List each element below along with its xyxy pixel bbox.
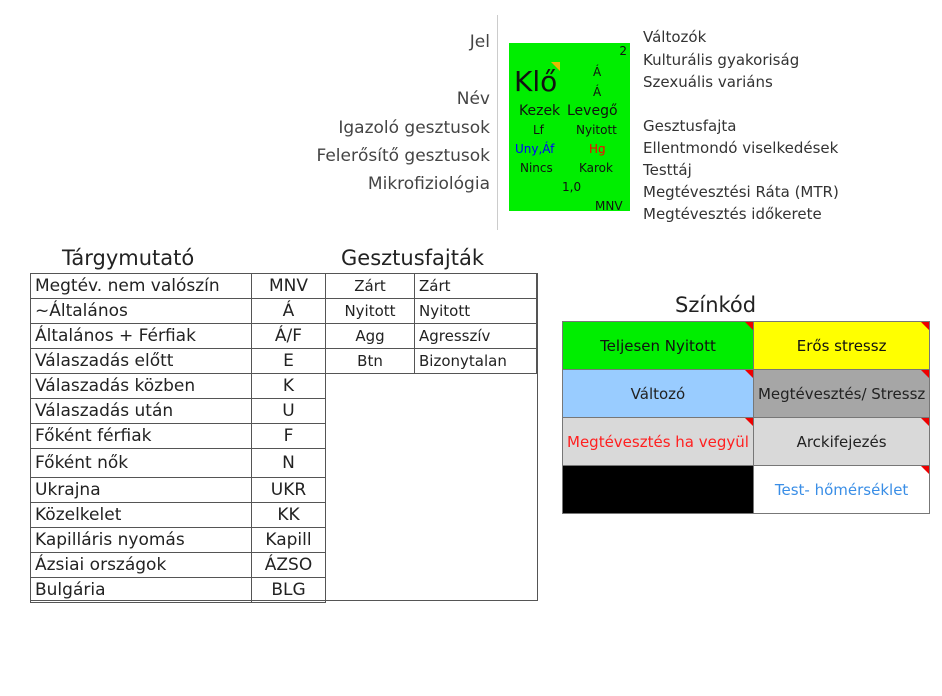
element-card: [509, 43, 630, 211]
index-code: Á: [252, 299, 326, 324]
index-term: Válaszadás előtt: [31, 349, 252, 374]
card-uny: Uny,Áf: [515, 142, 555, 156]
index-term: Válaszadás közben: [31, 374, 252, 399]
colorcode-label: Megtévesztés ha vegyül: [567, 432, 749, 451]
card-a1: Á: [593, 65, 602, 79]
index-row: [31, 324, 326, 349]
index-row: [31, 528, 326, 553]
gesture-full: Zárt: [415, 274, 537, 299]
comment-marker-icon: [921, 466, 929, 474]
colorcode-cell: [753, 322, 929, 370]
label-valtozok: Változók: [643, 28, 707, 46]
card-number: 2: [619, 44, 627, 58]
index-term: Főként nők: [31, 449, 252, 478]
gesture-abbr: Btn: [326, 349, 415, 374]
index-row: [31, 299, 326, 324]
index-code: E: [252, 349, 326, 374]
card-name: Klő: [514, 65, 558, 98]
index-code: KK: [252, 503, 326, 528]
colorcode-label: Arckifejezés: [796, 432, 887, 451]
colorcode-label: Teljesen Nyitott: [600, 336, 716, 355]
index-term: Főként férfiak: [31, 424, 252, 449]
index-title: Tárgymutató: [62, 246, 195, 270]
colorcode-cell: [753, 418, 929, 466]
card-a2: Á: [593, 85, 602, 99]
gesture-abbr: Nyitott: [326, 299, 415, 324]
index-code: MNV: [252, 274, 326, 299]
label-felerosito: Felerősítő gesztusok: [316, 146, 490, 166]
index-row: [31, 449, 326, 478]
gesture-row: [326, 274, 537, 299]
gestures-title: Gesztusfajták: [341, 246, 485, 270]
comment-marker-icon: [745, 418, 753, 426]
index-row: [31, 503, 326, 528]
index-row: [31, 274, 326, 299]
index-row: [31, 478, 326, 503]
colorcode-label: Erős stressz: [796, 336, 887, 355]
card-none: Nincs: [520, 161, 553, 175]
index-term: ~Általános: [31, 299, 252, 324]
index-term: Bulgária: [31, 578, 252, 603]
gesture-full: Nyitott: [415, 299, 537, 324]
label-nev: Név: [456, 89, 490, 109]
index-term: Ukrajna: [31, 478, 252, 503]
index-row: [31, 399, 326, 424]
index-row: [31, 374, 326, 399]
comment-marker-icon: [921, 322, 929, 330]
card-corner-marker: [551, 62, 560, 71]
index-code: F: [252, 424, 326, 449]
index-term: Kapilláris nyomás: [31, 528, 252, 553]
label-igazolo: Igazoló gesztusok: [338, 118, 490, 138]
index-term: Általános + Férfiak: [31, 324, 252, 349]
index-code: K: [252, 374, 326, 399]
label-jel: Jel: [469, 32, 490, 52]
card-rate: 1,0: [562, 180, 582, 194]
colorcode-label: Megtévesztés/ Stressz: [757, 384, 926, 403]
colorcode-row: [563, 418, 930, 466]
index-code: BLG: [252, 578, 326, 603]
gesture-abbr: Zárt: [326, 274, 415, 299]
label-kulturalis: Kulturális gyakoriság: [643, 51, 800, 69]
gesture-abbr: Agg: [326, 324, 415, 349]
card-mnv: MNV: [595, 199, 623, 213]
index-code: UKR: [252, 478, 326, 503]
index-row: [31, 349, 326, 374]
gesture-full: Bizonytalan: [415, 349, 537, 374]
card-hg: Hg: [589, 142, 606, 156]
colorcode-row: [563, 322, 930, 370]
divider: [497, 15, 498, 230]
label-mtr: Megtévesztési Ráta (MTR): [643, 183, 839, 201]
label-szexualis: Szexuális variáns: [643, 73, 773, 91]
index-term: Megtév. nem valószín: [31, 274, 252, 299]
index-row: [31, 553, 326, 578]
index-code: Kapill: [252, 528, 326, 553]
index-term: Közelkelet: [31, 503, 252, 528]
gesture-row: [326, 324, 537, 349]
label-gesztusfajta: Gesztusfajta: [643, 117, 737, 135]
label-testtaj: Testtáj: [643, 161, 692, 179]
card-air: Levegő: [567, 103, 618, 119]
index-table: [30, 273, 326, 603]
colorcode-table: [562, 321, 930, 514]
colorcode-cell: [563, 418, 754, 466]
colorcode-cell: [563, 370, 754, 418]
colorcode-cell: [563, 322, 754, 370]
comment-marker-icon: [745, 370, 753, 378]
colorcode-row: [563, 370, 930, 418]
gesture-row: [326, 299, 537, 324]
comment-marker-icon: [921, 370, 929, 378]
index-term: Ázsiai országok: [31, 553, 252, 578]
colorcode-cell: [753, 370, 929, 418]
index-code: ÁZSO: [252, 553, 326, 578]
comment-marker-icon: [745, 322, 753, 330]
index-row: [31, 424, 326, 449]
colorcode-label: Test- hőmérséklet: [774, 480, 909, 499]
card-hands: Kezek: [519, 103, 561, 119]
index-row: [31, 578, 326, 603]
index-code: Á/F: [252, 324, 326, 349]
index-term: Válaszadás után: [31, 399, 252, 424]
card-open: Nyitott: [576, 123, 617, 137]
comment-marker-icon: [921, 418, 929, 426]
gestures-table: [325, 273, 537, 374]
gesture-full: Agresszív: [415, 324, 537, 349]
label-idokeret: Megtévesztés időkerete: [643, 205, 822, 223]
colorcode-label: Változó: [630, 384, 686, 403]
colorcode-cell: [563, 466, 754, 514]
colorcode-cell: [753, 466, 929, 514]
index-code: U: [252, 399, 326, 424]
index-code: N: [252, 449, 326, 478]
colorcode-title: Színkód: [675, 293, 757, 317]
label-ellentmondo: Ellentmondó viselkedések: [643, 139, 839, 157]
gesture-row: [326, 349, 537, 374]
card-arms: Karok: [579, 161, 613, 175]
card-lf: Lf: [533, 123, 544, 137]
colorcode-row: [563, 466, 930, 514]
label-mikrofiziologia: Mikrofiziológia: [367, 174, 490, 194]
